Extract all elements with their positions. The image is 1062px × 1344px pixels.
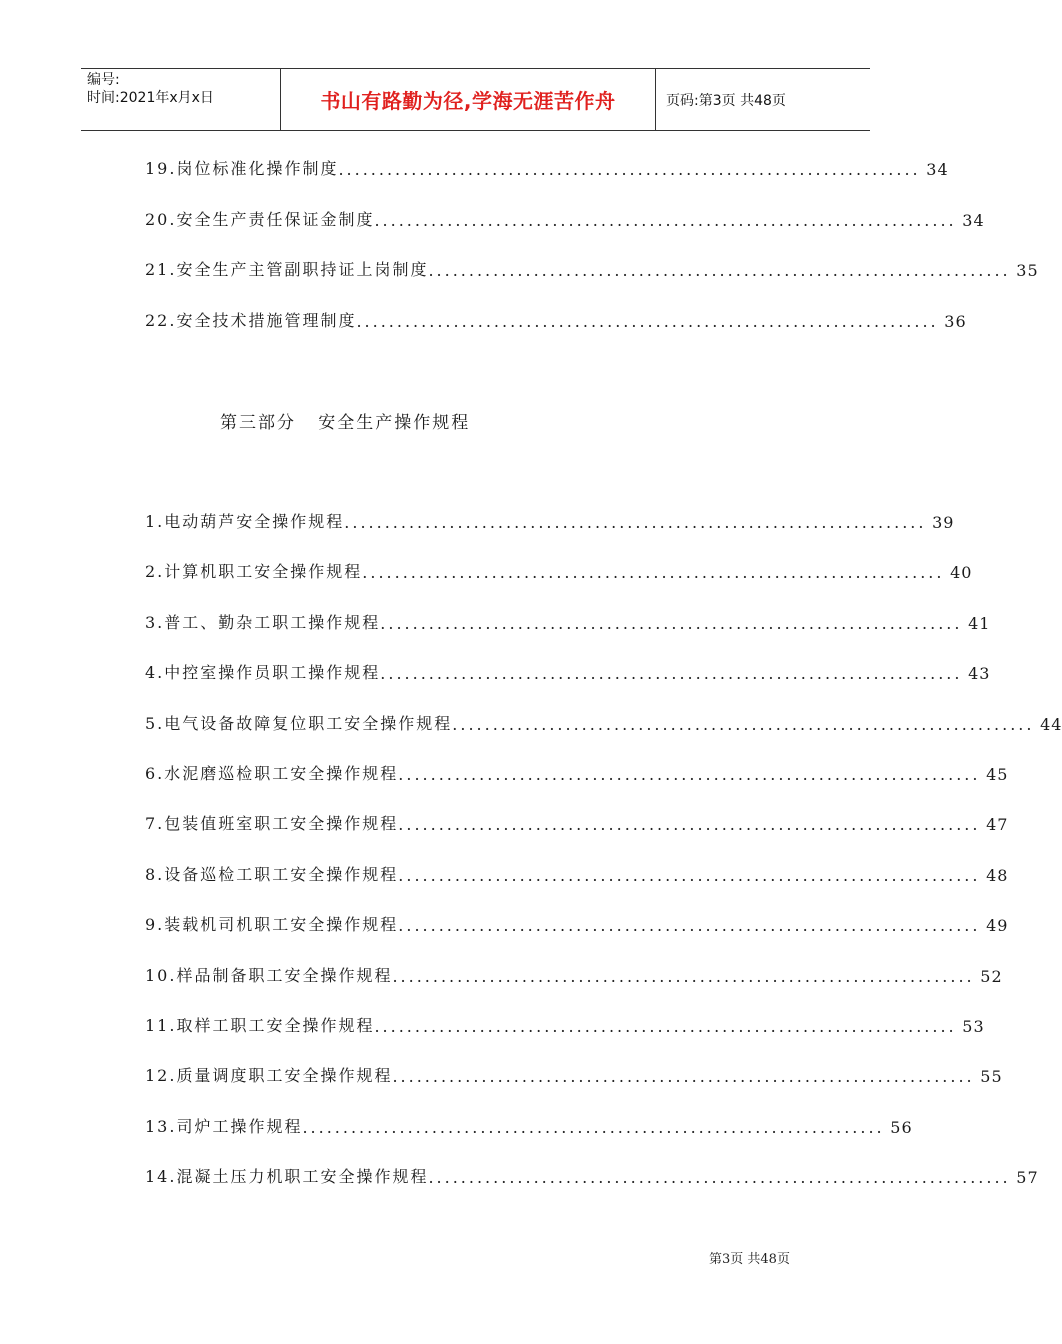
toc-entry[interactable]	[145, 307, 967, 331]
toc-entry-title: 13.司炉工操作规程	[145, 1116, 303, 1136]
toc-entry-title: 12.质量调度职工安全操作规程	[145, 1066, 393, 1086]
toc-dot-leader: ........................................................................	[428, 1168, 1011, 1188]
document-date: 时间:2021年x月x日	[87, 90, 214, 106]
toc-entry[interactable]	[145, 1113, 913, 1137]
toc-dot-leader: ........................................................................	[392, 1067, 975, 1087]
toc-entry-title: 1.电动葫芦安全操作规程	[145, 512, 345, 531]
toc-entry[interactable]	[145, 508, 955, 532]
toc-entry-page: 36	[944, 311, 967, 331]
toc-dot-leader: ........................................................................	[362, 563, 945, 583]
toc-dot-leader: ........................................................................	[380, 613, 963, 633]
toc-entry-title: 7.包装值班室职工安全操作规程	[145, 814, 399, 834]
toc-entry-title: 20.安全生产责任保证金制度	[145, 209, 375, 229]
toc-entry-title: 14.混凝土压力机职工安全操作规程	[145, 1167, 429, 1187]
page-header	[81, 68, 870, 131]
toc-entry-title: 2.计算机职工安全操作规程	[145, 562, 363, 582]
toc-entry[interactable]	[145, 810, 1009, 835]
toc-dot-leader: ........................................................................	[398, 916, 981, 936]
toc-dot-leader: ........................................................................	[374, 1017, 957, 1036]
toc-entry[interactable]	[145, 710, 1062, 734]
toc-entry-page: 34	[962, 210, 985, 230]
page-footer: 第3页 共48页	[709, 1252, 790, 1267]
toc-entry[interactable]	[145, 962, 1003, 986]
toc-entry-title: 19.岗位标准化操作制度	[145, 159, 339, 178]
toc-entry-page: 45	[986, 765, 1009, 784]
toc-dot-leader: ........................................................................	[452, 714, 1035, 734]
toc-entry-page: 53	[962, 1017, 985, 1036]
section-heading: 第三部分 安全生产操作规程	[220, 413, 471, 433]
toc-entry-page: 49	[986, 916, 1009, 936]
toc-entry-page: 34	[926, 160, 949, 179]
toc-dot-leader: ........................................................................	[344, 513, 927, 532]
toc-entry[interactable]	[145, 659, 991, 684]
toc-entry-page: 41	[968, 613, 991, 633]
toc-entry-page: 57	[1016, 1168, 1039, 1188]
header-meta	[81, 69, 281, 130]
toc-entry-title: 11.取样工职工安全操作规程	[145, 1016, 375, 1035]
toc-dot-leader: ........................................................................	[398, 815, 981, 835]
toc-entry[interactable]	[145, 911, 1009, 936]
toc-entry-page: 55	[980, 1067, 1003, 1087]
toc-entry-page: 35	[1016, 261, 1039, 280]
toc-entry-page: 47	[986, 815, 1009, 835]
toc-entry-title: 6.水泥磨巡检职工安全操作规程	[145, 764, 399, 783]
toc-dot-leader: ........................................................................	[338, 160, 921, 179]
toc-entry-page: 48	[986, 865, 1009, 885]
toc-entry-title: 21.安全生产主管副职持证上岗制度	[145, 260, 429, 279]
toc-dot-leader: ........................................................................	[398, 865, 981, 885]
toc-entry-title: 10.样品制备职工安全操作规程	[145, 965, 393, 985]
toc-entry[interactable]	[145, 155, 949, 179]
toc-entry-page: 56	[890, 1117, 913, 1137]
toc-entry[interactable]	[145, 760, 1009, 784]
toc-entry-page: 44	[1040, 714, 1062, 734]
toc-entry[interactable]	[145, 206, 985, 230]
toc-entry-title: 4.中控室操作员职工操作规程	[145, 663, 381, 683]
toc-dot-leader: ........................................................................	[398, 765, 981, 784]
document-number-label: 编号:	[87, 72, 120, 88]
toc-entry[interactable]	[145, 1163, 1039, 1188]
toc-entry-title: 9.装载机司机职工安全操作规程	[145, 915, 399, 935]
toc-dot-leader: ........................................................................	[302, 1117, 885, 1137]
toc-entry-title: 3.普工、勤杂工职工操作规程	[145, 612, 381, 632]
toc-entry[interactable]	[145, 558, 973, 583]
toc-entry[interactable]	[145, 256, 1039, 280]
toc-entry-page: 40	[950, 563, 973, 583]
toc-dot-leader: ........................................................................	[356, 311, 939, 331]
header-page-info: 页码:第3页 共48页	[666, 92, 786, 109]
toc-entry-title: 5.电气设备故障复位职工安全操作规程	[145, 713, 453, 733]
toc-entry-page: 52	[980, 966, 1003, 986]
toc-entry-title: 8.设备巡检工职工安全操作规程	[145, 864, 399, 884]
toc-entry-page: 43	[968, 664, 991, 684]
toc-dot-leader: ........................................................................	[374, 210, 957, 230]
toc-dot-leader: ........................................................................	[380, 664, 963, 684]
toc-dot-leader: ........................................................................	[392, 966, 975, 986]
toc-dot-leader: ........................................................................	[428, 261, 1011, 280]
toc-entry[interactable]	[145, 609, 991, 633]
toc-entry[interactable]	[145, 1062, 1003, 1087]
toc-entry-title: 22.安全技术措施管理制度	[145, 310, 357, 330]
header-motto: 书山有路勤为径,学海无涯苦作舟	[281, 69, 656, 130]
toc-entry[interactable]	[145, 861, 1009, 885]
toc-entry-page: 39	[932, 513, 955, 532]
toc-entry[interactable]	[145, 1012, 985, 1036]
